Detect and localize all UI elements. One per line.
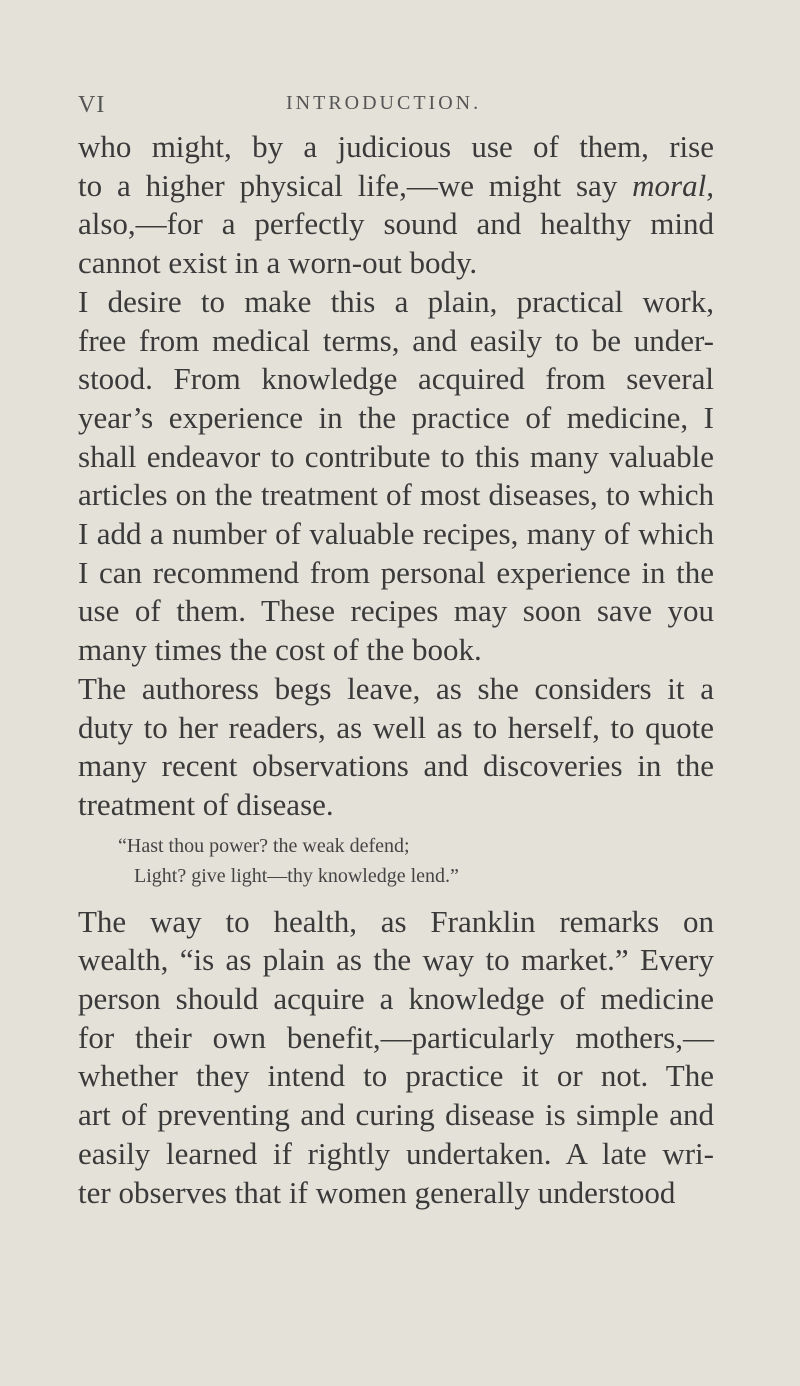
text-line: treatment of disease. [78,786,334,822]
verse-line: “Hast thou power? the weak defend; [118,834,410,857]
page-header [78,92,718,122]
page-number: VI [78,92,106,118]
text-line [78,167,714,206]
text-line: I desire to make this a plain, practical work, [78,283,714,319]
paragraph [78,128,714,283]
text-line: articles on the treatment of most diseases, to which [78,477,714,513]
text-line: person should acquire a knowledge of medicine [78,981,714,1017]
text-line: whether they intend to practice it or not. The [78,1058,714,1094]
text-line: many recent observations and discoveries in the [78,748,714,784]
text-line: easily learned if rightly undertaken. A late wri- [78,1135,714,1171]
text-line-part: to a higher physical life,—we might say [78,167,633,203]
paragraph [78,670,714,825]
text-line: shall endeavor to contribute to this many valuable [78,438,714,474]
text-line: cannot exist in a worn-out body. [78,245,478,281]
text-line: art of preventing and curing disease is simple and [78,1097,714,1133]
text-line: wealth, “is as plain as the way to market.” Every [78,942,714,978]
verse-quote [78,831,714,891]
text-line: stood. From knowledge acquired from several [78,361,714,397]
paragraph [78,903,714,1213]
verse-line: Light? give light—thy knowledge lend.” [134,864,459,887]
text-line: I add a number of valuable recipes, many of which [78,516,714,552]
page-body [78,128,714,1212]
text-line: year’s experience in the practice of medicine, I [78,399,714,435]
running-title: INTRODUCTION. [286,92,482,114]
paragraph [78,283,714,670]
text-line: The authoress begs leave, as she considers it a [78,670,714,706]
text-line: for their own benefit,—particularly mothers,— [78,1019,714,1055]
text-line: duty to her readers, as well as to herself, to quote [78,709,714,745]
text-line: many times the cost of the book. [78,632,482,668]
italic-word: moral, [632,167,714,203]
text-line: The way to health, as Franklin remarks on [78,903,714,939]
text-line: who might, by a judicious use of them, rise [78,129,714,164]
text-line: use of them. These recipes may soon save you [78,593,714,629]
text-line: ter observes that if women generally understood [78,1174,676,1210]
text-line: also,—for a perfectly sound and healthy mind [78,206,714,242]
text-line: I can recommend from personal experience in the [78,554,714,590]
text-line: free from medical terms, and easily to be under- [78,322,714,358]
